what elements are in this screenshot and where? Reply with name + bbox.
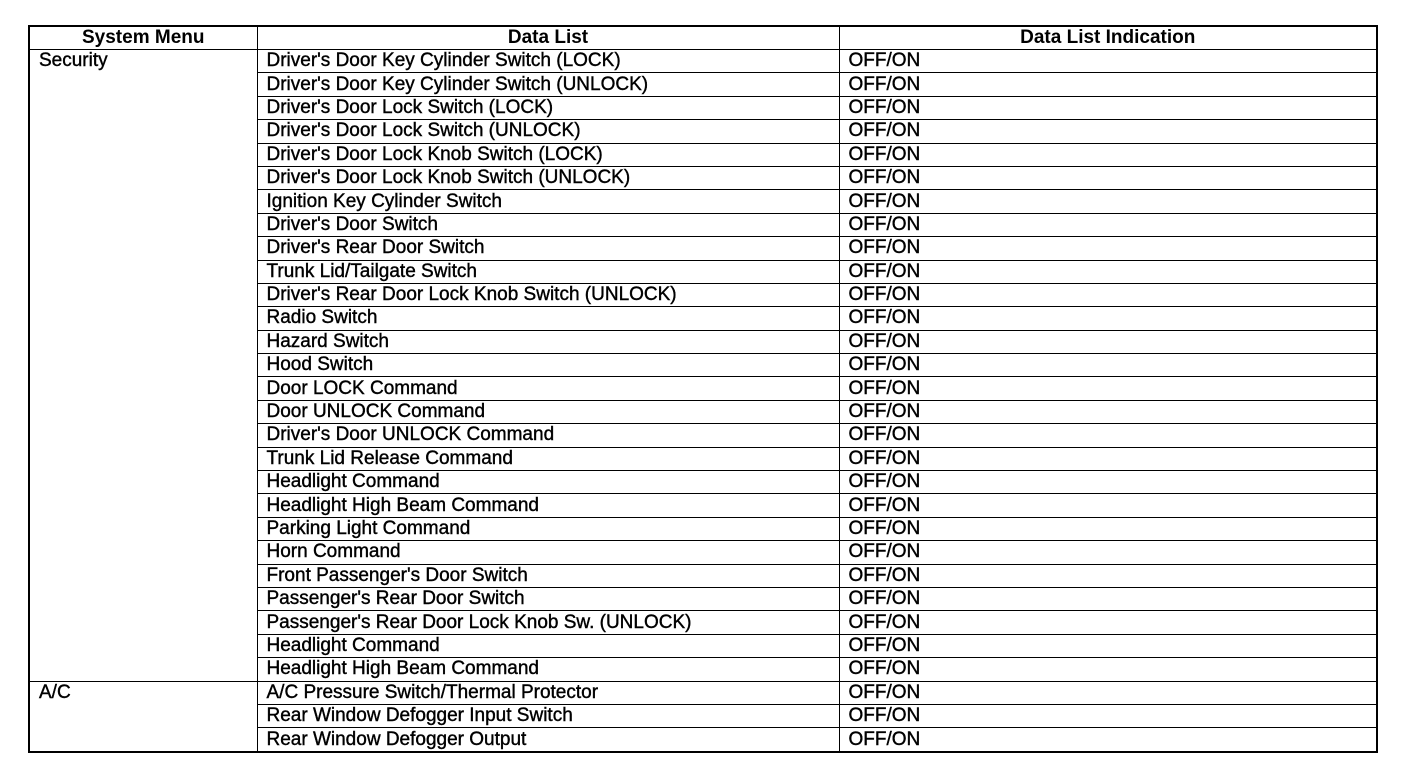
data-list-item: Driver's Door Lock Knob Switch (LOCK) <box>257 143 839 166</box>
data-list-table <box>28 25 1378 753</box>
data-list-item: Door LOCK Command <box>257 377 839 400</box>
header-data-list-indication: Data List Indication <box>839 26 1377 50</box>
data-list-item: Ignition Key Cylinder Switch <box>257 190 839 213</box>
data-list-indication: OFF/ON <box>839 307 1377 330</box>
data-list-item: Front Passenger's Door Switch <box>257 564 839 587</box>
system-menu-cell: Security <box>29 50 257 682</box>
data-list-indication: OFF/ON <box>839 400 1377 423</box>
data-list-indication: OFF/ON <box>839 143 1377 166</box>
system-menu-cell: A/C <box>29 681 257 752</box>
header-row <box>29 26 1377 50</box>
data-list-indication: OFF/ON <box>839 471 1377 494</box>
data-list-indication: OFF/ON <box>839 447 1377 470</box>
data-list-indication: OFF/ON <box>839 541 1377 564</box>
data-list-item: Rear Window Defogger Input Switch <box>257 704 839 727</box>
data-list-item: Driver's Rear Door Lock Knob Switch (UNLOCK) <box>257 283 839 306</box>
data-list-item: Trunk Lid/Tailgate Switch <box>257 260 839 283</box>
data-list-item: Driver's Door Key Cylinder Switch (UNLOCK) <box>257 73 839 96</box>
data-list-item: Driver's Door Lock Switch (UNLOCK) <box>257 120 839 143</box>
data-list-indication: OFF/ON <box>839 587 1377 610</box>
data-list-indication: OFF/ON <box>839 96 1377 119</box>
data-list-indication: OFF/ON <box>839 658 1377 681</box>
data-list-item: Door UNLOCK Command <box>257 400 839 423</box>
data-list-indication: OFF/ON <box>839 611 1377 634</box>
table-body <box>29 50 1377 752</box>
table-row <box>29 50 1377 73</box>
data-list-indication: OFF/ON <box>839 237 1377 260</box>
data-list-indication: OFF/ON <box>839 213 1377 236</box>
data-list-indication: OFF/ON <box>839 634 1377 657</box>
data-list-item: A/C Pressure Switch/Thermal Protector <box>257 681 839 704</box>
data-list-indication: OFF/ON <box>839 681 1377 704</box>
data-list-item: Hazard Switch <box>257 330 839 353</box>
data-list-indication: OFF/ON <box>839 494 1377 517</box>
data-list-indication: OFF/ON <box>839 728 1377 752</box>
data-list-item: Driver's Door Switch <box>257 213 839 236</box>
data-list-item: Rear Window Defogger Output <box>257 728 839 752</box>
data-list-item: Headlight High Beam Command <box>257 658 839 681</box>
data-list-indication: OFF/ON <box>839 73 1377 96</box>
data-list-indication: OFF/ON <box>839 190 1377 213</box>
data-list-item: Passenger's Rear Door Switch <box>257 587 839 610</box>
data-list-item: Hood Switch <box>257 354 839 377</box>
data-list-item: Horn Command <box>257 541 839 564</box>
data-list-indication: OFF/ON <box>839 704 1377 727</box>
data-list-indication: OFF/ON <box>839 424 1377 447</box>
data-list-item: Headlight Command <box>257 471 839 494</box>
data-list-item: Passenger's Rear Door Lock Knob Sw. (UNLOCK) <box>257 611 839 634</box>
data-list-indication: OFF/ON <box>839 330 1377 353</box>
data-list-item: Trunk Lid Release Command <box>257 447 839 470</box>
header-system-menu: System Menu <box>29 26 257 50</box>
data-list-indication: OFF/ON <box>839 354 1377 377</box>
data-list-indication: OFF/ON <box>839 517 1377 540</box>
data-list-item: Driver's Door UNLOCK Command <box>257 424 839 447</box>
data-list-indication: OFF/ON <box>839 283 1377 306</box>
data-list-indication: OFF/ON <box>839 260 1377 283</box>
header-data-list: Data List <box>257 26 839 50</box>
data-list-item: Driver's Rear Door Switch <box>257 237 839 260</box>
data-list-item: Driver's Door Key Cylinder Switch (LOCK) <box>257 50 839 73</box>
data-list-item: Parking Light Command <box>257 517 839 540</box>
table-row <box>29 681 1377 704</box>
data-list-item: Radio Switch <box>257 307 839 330</box>
data-list-indication: OFF/ON <box>839 166 1377 189</box>
table-header <box>29 26 1377 50</box>
data-list-indication: OFF/ON <box>839 564 1377 587</box>
data-list-indication: OFF/ON <box>839 120 1377 143</box>
data-list-indication: OFF/ON <box>839 50 1377 73</box>
data-list-item: Headlight High Beam Command <box>257 494 839 517</box>
data-list-item: Driver's Door Lock Knob Switch (UNLOCK) <box>257 166 839 189</box>
data-list-indication: OFF/ON <box>839 377 1377 400</box>
data-list-item: Driver's Door Lock Switch (LOCK) <box>257 96 839 119</box>
data-list-item: Headlight Command <box>257 634 839 657</box>
